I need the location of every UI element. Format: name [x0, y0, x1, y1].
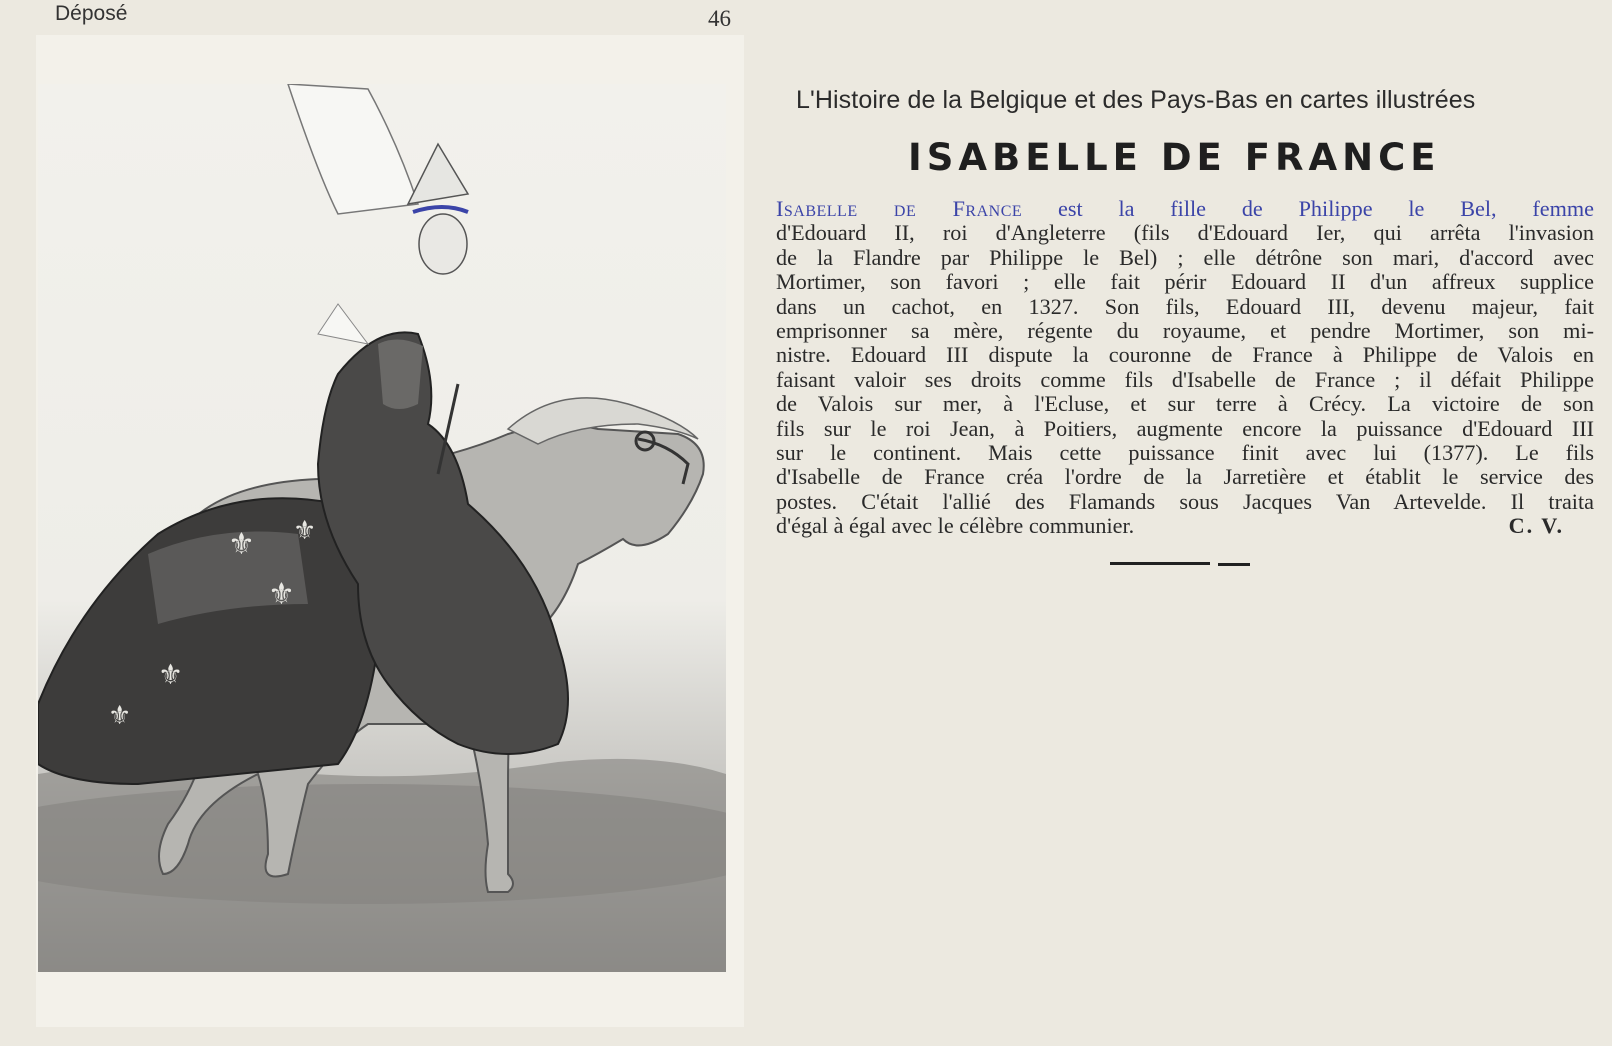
page-number: 46 [708, 6, 731, 31]
svg-text:⚜: ⚜ [158, 658, 184, 691]
body-line: sur le continent. Mais cette puissance finit avec lui (1377). Le fils [776, 440, 1594, 466]
body-line: de la Flandre par Philippe le Bel) ; elle détrône son mari, d'accord avec [776, 244, 1594, 270]
svg-text:⚜: ⚜ [228, 527, 255, 562]
body-line: Mortimer, son favori ; elle fait périr Edouard II d'un affreux supplice [776, 269, 1594, 295]
closing-rule [1110, 562, 1210, 565]
body-line: nistre. Edouard III dispute la couronne de France à Philippe de Valois en [776, 342, 1594, 368]
lead-name: Isabelle de France [776, 196, 1023, 221]
svg-text:⚜: ⚜ [108, 701, 132, 731]
body-line: emprisonner sa mère, régente du royaume, et pendre Mortimer, son mi- [776, 318, 1594, 344]
body-line: faisant valoir ses droits comme fils d'Isabelle de France ; il défait Philippe [776, 366, 1594, 392]
depose-label: Déposé [55, 2, 128, 25]
body-line: fils sur le roi Jean, à Poitiers, augmente encore la puissance d'Edouard III [776, 415, 1594, 441]
card-title: ISABELLE DE FRANCE [908, 136, 1441, 179]
series-title: L'Histoire de la Belgique et des Pays-Bas en cartes illustrées [796, 86, 1476, 114]
engraving-illustration [38, 84, 726, 972]
body-line: d'Isabelle de France créa l'ordre de la Jarretière et établit le service des [776, 464, 1594, 490]
rider-on-horse-engraving [38, 84, 726, 972]
svg-text:⚜: ⚜ [293, 516, 317, 546]
biography-text [776, 197, 1594, 539]
closing-rule-short [1218, 563, 1250, 566]
body-line: postes. C'était l'allié des Flamands sous Jacques Van Artevelde. Il traita [776, 488, 1594, 514]
last-line-text: d'égal à égal avec le célèbre communier. [776, 513, 1135, 539]
body-line: d'Edouard II, roi d'Angleterre (fils d'Edouard Ier, qui arrêta l'invasion [776, 220, 1594, 246]
author-initials: C. V. [1508, 513, 1564, 539]
body-line-lead [776, 197, 1594, 221]
lead-rest: est la fille de Philippe le Bel, femme [1022, 196, 1594, 221]
body-line-last [776, 514, 1594, 538]
body-line: dans un cachot, en 1327. Son fils, Edouard III, devenu majeur, fait [776, 293, 1594, 319]
body-line: de Valois sur mer, à l'Ecluse, et sur terre à Crécy. La victoire de son [776, 391, 1594, 417]
svg-text:⚜: ⚜ [268, 577, 295, 612]
